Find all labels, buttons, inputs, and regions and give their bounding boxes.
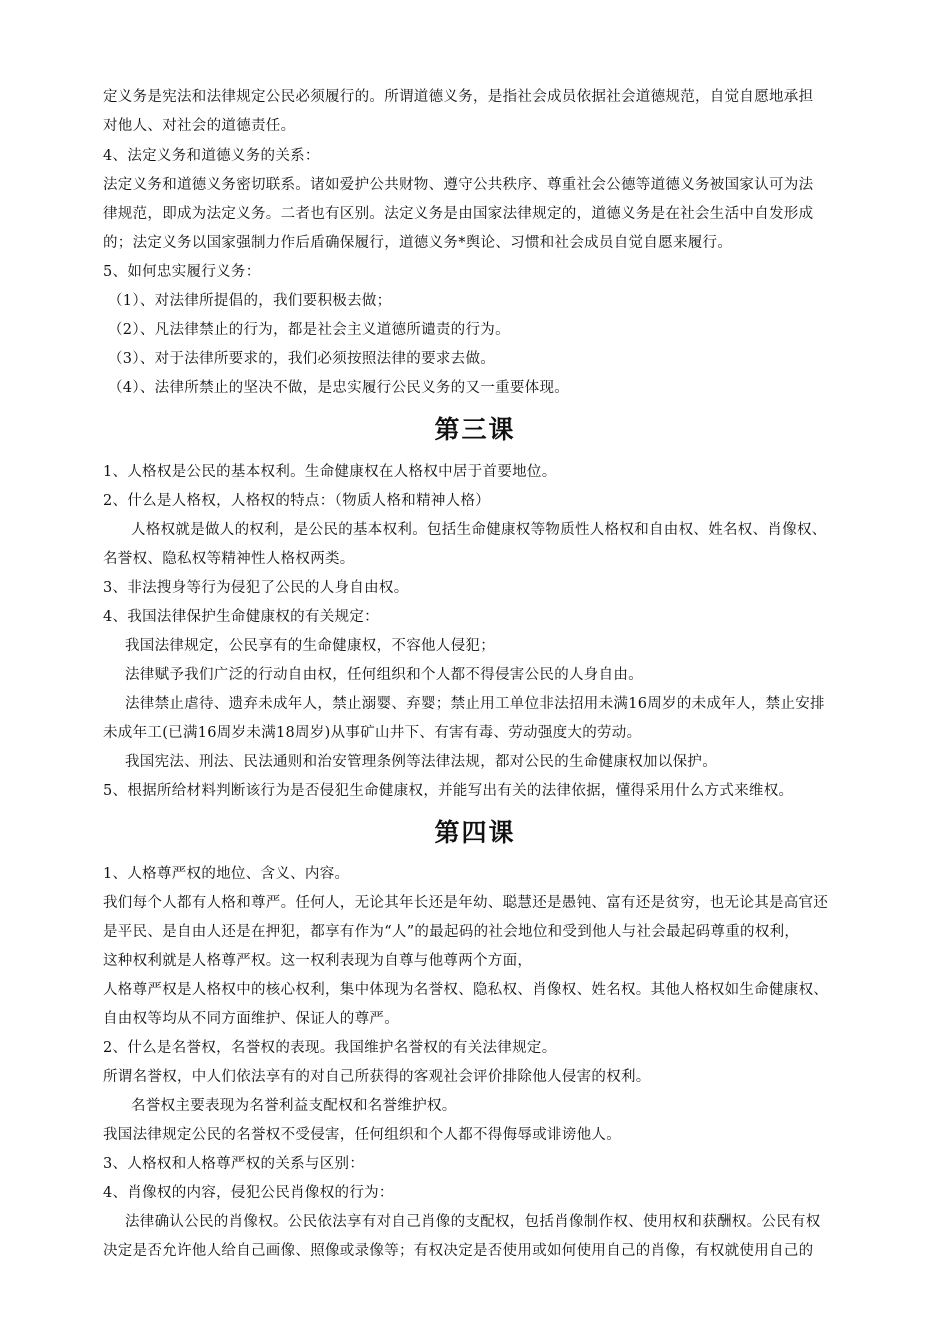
paragraph-line: 法律赋予我们广泛的行动自由权，任何组织和个人都不得侵害公民的人身自由。 <box>125 667 643 683</box>
section-heading-lesson4: 第四课 <box>434 818 516 847</box>
list-item: 2、什么是名誉权，名誉权的表现。我国维护名誉权的有关法律规定。 <box>103 1040 557 1056</box>
paragraph-line: 人格尊严权是人格权中的核心权利，集中体现为名誉权、隐私权、肖像权、姓名权。其他人格权如生命健康权、 <box>103 982 829 998</box>
paragraph-line: 未成年工(已满16周岁未满18周岁)从事矿山井下、有害有毒、劳动强度大的劳动。 <box>103 725 642 741</box>
list-item: （2）、凡法律禁止的行为，都是社会主义道德所谴责的行为。 <box>108 322 510 338</box>
list-item: 4、法定义务和道德义务的关系： <box>103 148 320 164</box>
list-item: 1、人格尊严权的地位、含义、内容。 <box>103 866 350 882</box>
paragraph-line: 法律禁止虐待、遗弃未成年人，禁止溺婴、弃婴；禁止用工单位非法招用未满16周岁的未成年人，禁止安排 <box>125 696 825 712</box>
paragraph-line: 所谓名誉权，中人们依法享有的对自己所获得的客观社会评价排除他人侵害的权利。 <box>103 1069 651 1085</box>
paragraph-line: 我国宪法、刑法、民法通则和治安管理条例等法律法规，都对公民的生命健康权加以保护。 <box>125 754 717 770</box>
list-item: 2、什么是人格权，人格权的特点：（物质人格和精神人格） <box>103 493 491 509</box>
paragraph-line: 自由权等均从不同方面维护、保证人的尊严。 <box>103 1011 399 1027</box>
paragraph-line: 我国法律规定，公民享有的生命健康权，不容他人侵犯； <box>125 638 495 654</box>
paragraph-line: 决定是否允许他人给自己画像、照像或录像等；有权决定是否使用或如何使用自己的肖像，有权就使用自己的 <box>103 1243 814 1259</box>
paragraph-line: 名誉权主要表现为名誉利益支配权和名誉维护权。 <box>131 1098 457 1114</box>
list-item: （1）、对法律所提倡的，我们要积极去做； <box>108 293 392 309</box>
paragraph-line: 我国法律规定公民的名誉权不受侵害，任何组织和个人都不得侮辱或诽谤他人。 <box>103 1127 621 1143</box>
paragraph-line: 对他人、对社会的道德责任。 <box>103 118 296 134</box>
list-item: （3）、对于法律所要求的，我们必须按照法律的要求去做。 <box>108 351 496 367</box>
list-item: （4）、法律所禁止的坚决不做，是忠实履行公民义务的又一重要体现。 <box>108 380 570 396</box>
section-heading-lesson3: 第三课 <box>434 415 516 444</box>
paragraph-line: 定义务是宪法和法律规定公民必须履行的。所谓道德义务，是指社会成员依据社会道德规范，自觉自愿地承担 <box>103 89 814 105</box>
list-item: 1、人格权是公民的基本权利。生命健康权在人格权中居于首要地位。 <box>103 464 557 480</box>
paragraph-line: 人格权就是做人的权利，是公民的基本权利。包括生命健康权等物质性人格权和自由权、姓名权、肖像权、 <box>131 522 827 538</box>
paragraph-line: 这种权利就是人格尊严权。这一权利表现为自尊与他尊两个方面， <box>103 953 533 969</box>
paragraph-line: 律规范，即成为法定义务。二者也有区别。法定义务是由国家法律规定的，道德义务是在社会生活中自发形成 <box>103 206 814 222</box>
list-item: 5、根据所给材料判断该行为是否侵犯生命健康权，并能写出有关的法律依据，懂得采用什么方式来维权。 <box>103 783 794 799</box>
list-item: 3、非法搜身等行为侵犯了公民的人身自由权。 <box>103 580 409 596</box>
list-item: 4、肖像权的内容，侵犯公民肖像权的行为： <box>103 1185 394 1201</box>
paragraph-line: 是平民、是自由人还是在押犯，都享有作为“人”的最起码的社会地位和受到他人与社会最起码尊重的权利， <box>103 924 800 940</box>
list-item: 5、如何忠实履行义务： <box>103 264 261 280</box>
paragraph-line: 的；法定义务以国家强制力作后盾确保履行，道德义务*舆论、习惯和社会成员自觉自愿来履行。 <box>103 235 733 251</box>
list-item: 4、我国法律保护生命健康权的有关规定： <box>103 609 379 625</box>
paragraph-line: 我们每个人都有人格和尊严。任何人，无论其年长还是年幼、聪慧还是愚钝、富有还是贫穷，也无论其是高官还 <box>103 895 829 911</box>
paragraph-line: 名誉权、隐私权等精神性人格权两类。 <box>103 551 355 567</box>
paragraph-line: 法律确认公民的肖像权。公民依法享有对自己肖像的支配权，包括肖像制作权、使用权和获酬权。公民有权 <box>125 1214 821 1230</box>
list-item: 3、人格权和人格尊严权的关系与区别： <box>103 1156 365 1172</box>
paragraph-line: 法定义务和道德义务密切联系。诸如爱护公共财物、遵守公共秩序、尊重社会公德等道德义务被国家认可为法 <box>103 177 814 193</box>
